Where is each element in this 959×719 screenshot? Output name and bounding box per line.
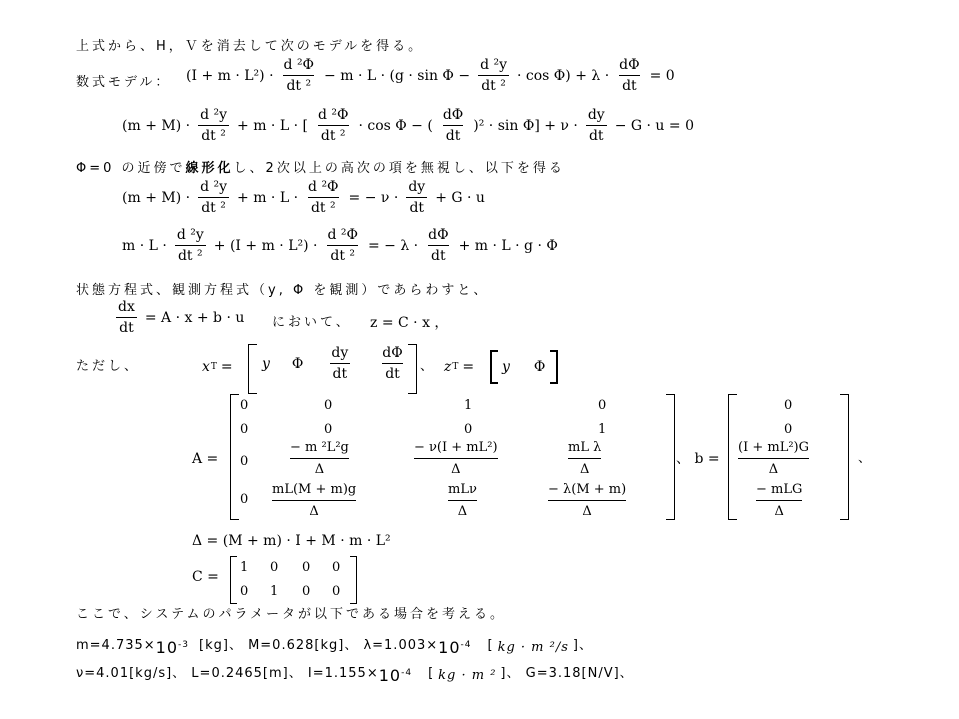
eq-term: + G · u — [435, 189, 485, 206]
A-cell: 0 — [240, 422, 249, 437]
b-trailing-comma: 、 — [858, 451, 875, 466]
fraction: $\frac{\text{d ²Φ}}{\text{dt ²}}$ — [308, 179, 339, 216]
C-right-bracket — [350, 556, 357, 604]
C-cell: 1 — [270, 584, 279, 599]
delta-equation: Δ = (M + m) · I + M · m · L² — [192, 533, 391, 549]
A-cell: 0 — [240, 492, 249, 507]
zT-vector: y Φ — [502, 359, 546, 375]
C-cell: 0 — [302, 560, 311, 575]
eq-term: (m + M) · — [122, 189, 191, 206]
fraction: $\frac{\text{d ²y}}{\text{dt ²}}$ — [200, 107, 228, 144]
zT-right-bracket — [550, 350, 558, 384]
A-cell-fraction: $\frac{- \lambda(M + m)}{\Delta}$ — [548, 482, 627, 519]
params-intro: ここで、システムのパラメータが以下である場合を考える。 — [76, 607, 507, 622]
state-equation — [112, 300, 244, 335]
observation-equation: z = C · x ， — [370, 315, 449, 331]
fraction: $\frac{d\Phi}{dt}$ — [428, 227, 449, 264]
fraction: $\frac{\text{d ²Φ}}{\text{dt ²}}$ — [283, 57, 315, 94]
linearize-bold: 線形化 — [185, 161, 234, 176]
eq-term: = 0 — [649, 67, 675, 84]
linearize-text: Φ=0 の近傍で線形化し、2次以上の高次の項を無視し、以下を得る — [76, 161, 565, 176]
A-cell: 0 — [598, 398, 607, 413]
params-line-1: m=4.735× 10 $^{-3}$ [kg]、 M=0.628[kg]、 λ=1.003× 10 $^{-4}$ [ kg · m ²/s ]、 — [76, 637, 593, 657]
b-cell-fraction: $\frac{\text{− mLG}}{\Delta}$ — [756, 482, 803, 519]
fraction: $\frac{dy}{dt}$ — [331, 345, 349, 382]
C-left-bracket — [230, 556, 237, 604]
params-line-2: ν=4.01[kg/s]、 L=0.2465[m]、 I=1.155× 10 $^{-4}$ [ kg · m ² ]、 G=3.18[N/V]、 — [76, 665, 634, 685]
A-cell: 0 — [240, 398, 249, 413]
A-cell: 0 — [240, 454, 249, 469]
eq-term: · cos Φ) + λ · — [517, 67, 610, 84]
eq-term: )² · sin Φ] + ν · — [473, 117, 578, 134]
C-cell: 0 — [302, 584, 311, 599]
eq-term: = A · x + b · u — [144, 309, 245, 326]
state-eq-connector: において、 — [272, 315, 352, 330]
linear-equation-2 — [122, 228, 558, 263]
xT-left-bracket — [248, 344, 257, 394]
fraction: $\frac{\text{d ²y}}{\text{dt ²}}$ — [176, 227, 204, 264]
comma-sep: 、 — [420, 359, 437, 374]
C-label: C = — [192, 569, 219, 585]
fraction: $\frac{\text{d ²Φ}}{\text{dt ²}}$ — [317, 107, 349, 144]
linear-equation-1 — [122, 180, 485, 215]
fraction: $\frac{\text{d ²y}}{\text{dt ²}}$ — [480, 57, 507, 94]
model-label: 数式モデル： — [76, 75, 172, 90]
A-cell-fraction: $\frac{\text{mLν}}{\Delta}$ — [448, 482, 477, 519]
zT-lhs: z T = — [444, 359, 475, 375]
C-cell: 0 — [240, 584, 249, 599]
xT-right-bracket — [408, 344, 417, 394]
eq-term: (m + M) · — [122, 117, 191, 134]
b-right-bracket — [840, 394, 849, 520]
A-left-bracket — [230, 394, 239, 520]
tadashi-text: ただし、 — [76, 359, 141, 374]
eq-term: · cos Φ − ( — [358, 117, 433, 134]
zT-left-bracket — [490, 350, 498, 384]
A-cell: 0 — [464, 422, 473, 437]
intro-text: 上式から、H，Ｖを消去して次のモデルを得る。 — [76, 39, 425, 54]
C-cell: 1 — [240, 560, 249, 575]
eq-term: − m · L · (g · sin Φ − — [324, 67, 471, 84]
fraction: $\frac{d\Phi}{dt}$ — [442, 107, 464, 144]
A-cell: 0 — [324, 398, 333, 413]
A-cell-fraction: $\frac{\text{− ν(I + mL²)}}{\Delta}$ — [414, 440, 498, 477]
eq-term: − G · u = 0 — [614, 117, 694, 134]
eq-term: = − ν · — [348, 189, 399, 206]
C-cell: 0 — [332, 560, 341, 575]
eq-term: = − λ · — [367, 237, 419, 254]
fraction: $\frac{\text{d ²Φ}}{\text{dt ²}}$ — [327, 227, 358, 264]
b-label: 、 b = — [676, 451, 720, 467]
xT-vector: y Φ $\frac{dy}{dt}$ $\frac{d\Phi}{dt}$ — [262, 346, 409, 381]
xT-lhs: x T = — [202, 359, 233, 375]
fraction: $\frac{d\Phi}{dt}$ — [619, 57, 640, 94]
fraction: $\frac{\text{d ²y}}{\text{dt ²}}$ — [200, 179, 228, 216]
eq-term: + m · L · — [237, 189, 299, 206]
A-cell: 0 — [324, 422, 333, 437]
b-cell: 0 — [784, 398, 793, 413]
model-equation-1 — [186, 58, 675, 93]
eq-term: (I + m · L²) · — [186, 67, 274, 84]
fraction: $\frac{dy}{dt}$ — [587, 107, 605, 144]
model-equation-2 — [122, 108, 694, 143]
A-cell: 1 — [464, 398, 473, 413]
A-right-bracket — [666, 394, 675, 520]
b-left-bracket — [728, 394, 737, 520]
fraction: $\frac{dy}{dt}$ — [408, 179, 426, 216]
A-label: A = — [192, 451, 219, 467]
fraction: $\frac{dx}{dt}$ — [118, 299, 135, 336]
A-cell-fraction: $\frac{\text{mL λ}}{\Delta}$ — [568, 440, 602, 477]
A-cell-fraction: $\frac{\text{− m ²L²g}}{\Delta}$ — [290, 440, 349, 477]
A-cell: 1 — [598, 422, 607, 437]
b-cell: 0 — [784, 422, 793, 437]
eq-term: + m · L · g · Φ — [458, 237, 558, 254]
A-cell-fraction: $\frac{mL(M + m)g}{\Delta}$ — [272, 482, 357, 519]
eq-term: + m · L · [ — [237, 117, 308, 134]
eq-term: m · L · — [122, 237, 167, 254]
C-cell: 0 — [270, 560, 279, 575]
fraction: $\frac{d\Phi}{dt}$ — [382, 345, 403, 382]
eq-term: + (I + m · L²) · — [213, 237, 318, 254]
state-space-intro: 状態方程式、観測方程式（y, Φ を観測）であらわすと、 — [76, 283, 490, 298]
b-cell-fraction: $\frac{\text{(I + mL²)G}}{\Delta}$ — [738, 440, 809, 477]
C-cell: 0 — [332, 584, 341, 599]
